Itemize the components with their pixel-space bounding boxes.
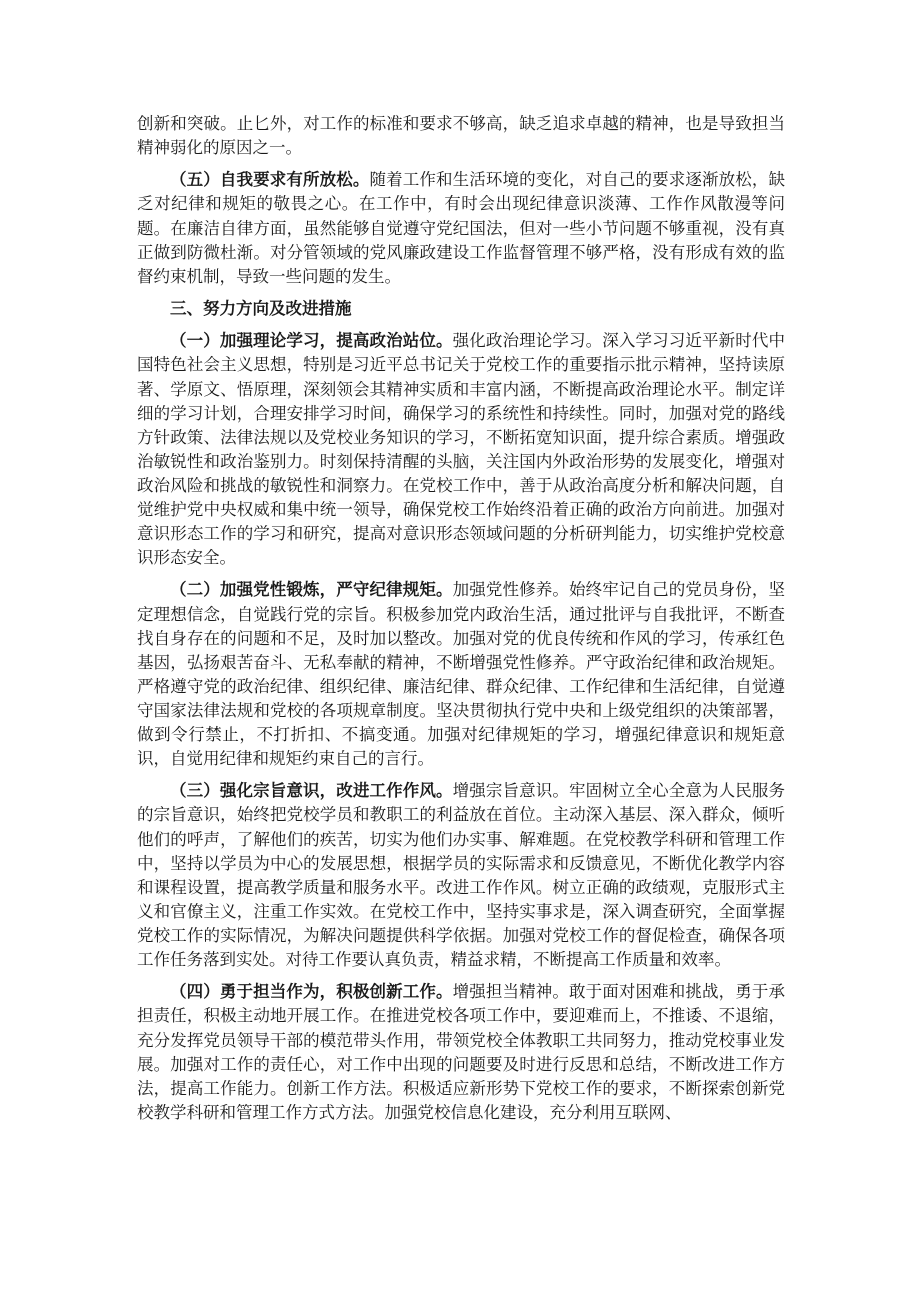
section-heading: 三、努力方向及改进措施 [170, 299, 352, 319]
measure-party-spirit [137, 578, 785, 771]
paragraph-lead: （五）自我要求有所放松。 [170, 170, 370, 190]
paragraph-self-discipline [137, 168, 785, 288]
paragraph-text: 强化政治理论学习。深入学习习近平新时代中国特色社会主义思想，特别是习近平总书记关于党校工作的重要指示批示精神，坚持读原著、学原文、悟原理，深刻领会其精神实质和丰富内涵，不断提高政治理论水平。制定详细的学习计划，合理安排学习时间，确保学习的系统性和持续性。同时，加强对党的路线方针政策、法律法规以及党校业务知识的学习，不断拓宽知识面，提升综合素质。增强政治敏锐性和政治鉴别力。时刻保持清醒的头脑，关注国内外政治形势的发展变化，增强对政治风险和挑战的敏锐性和洞察力。在党校工作中，善于从政治高度分析和解决问题，自觉维护党中央权威和集中统一领导，确保党校工作始终沿着正确的政治方向前进。加强对意识形态工作的学习和研究，提高对意识形态领域问题的分析研判能力，切实维护党校意识形态安全。 [137, 331, 785, 568]
paragraph-lead: （三）强化宗旨意识，改进工作作风。 [170, 781, 453, 801]
measure-responsibility [137, 980, 785, 1125]
paragraph-lead: （一）加强理论学习，提高政治站位。 [170, 331, 453, 351]
measure-theory-study [137, 329, 785, 570]
measure-purpose-awareness [137, 779, 785, 972]
paragraph-text: 增强担当精神。敢于面对困难和挑战，勇于承担责任，积极主动地开展工作。在推进党校各项工作中，要迎难而上，不推诿、不退缩，充分发挥党员领导干部的模范带头作用，带领党校全体教职工共同努力，推动党校事业发展。加强对工作的责任心，对工作中出现的问题要及时进行反思和总结，不断改进工作方法，提高工作能力。创新工作方法。积极适应新形势下党校工作的要求，不断探索创新党校教学科研和管理工作方式方法。加强党校信息化建设，充分利用互联网、 [137, 982, 785, 1122]
paragraph-text: 增强宗旨意识。牢固树立全心全意为人民服务的宗旨意识，始终把党校学员和教职工的利益放在首位。主动深入基层、深入群众，倾听他们的呼声，了解他们的疾苦，切实为他们办实事、解难题。在党校教学科研和管理工作中，坚持以学员为中心的发展思想，根据学员的实际需求和反馈意见，不断优化教学内容和课程设置，提高教学质量和服务水平。改进工作作风。树立正确的政绩观，克服形式主义和官僚主义，注重工作实效。在党校工作中，坚持实事求是，深入调查研究，全面掌握党校工作的实际情况，为解决问题提供科学依据。加强对党校工作的督促检查，确保各项工作任务落到实处。对待工作要认真负责，精益求精，不断提高工作质量和效率。 [137, 781, 785, 970]
document-page [137, 112, 785, 1133]
paragraph-text: 加强党性修养。始终牢记自己的党员身份，坚定理想信念，自觉践行党的宗旨。积极参加党内政治生活，通过批评与自我批评，不断查找自身存在的问题和不足，及时加以整改。加强对党的优良传统和作风的学习，传承红色基因，弘扬艰苦奋斗、无私奉献的精神，不断增强党性修养。严守政治纪律和政治规矩。严格遵守党的政治纪律、组织纪律、廉洁纪律、群众纪律、工作纪律和生活纪律，自觉遵守国家法律法规和党校的各项规章制度。坚决贯彻执行党中央和上级党组织的决策部署，做到令行禁止，不打折扣、不搞变通。加强对纪律规矩的学习，增强纪律意识和规矩意识，自觉用纪律和规矩约束自己的言行。 [137, 580, 785, 769]
paragraph-continuation [137, 112, 785, 160]
paragraph-lead: （四）勇于担当作为，积极创新工作。 [170, 982, 453, 1002]
paragraph-text: 随着工作和生活环境的变化，对自己的要求逐渐放松，缺乏对纪律和规矩的敬畏之心。在工作中，有时会出现纪律意识淡薄、工作作风散漫等问题。在廉洁自律方面，虽然能够自觉遵守党纪国法，但对一些小节问题不够重视，没有真正做到防微杜渐。对分管领域的党风廉政建设工作监督管理不够严格，没有形成有效的监督约束机制，导致一些问题的发生。 [137, 170, 785, 286]
paragraph-lead: （二）加强党性锻炼，严守纪律规矩。 [170, 580, 453, 600]
paragraph-text: 创新和突破。止匕外，对工作的标准和要求不够高，缺乏追求卓越的精神，也是导致担当精神弱化的原因之一。 [137, 114, 785, 158]
